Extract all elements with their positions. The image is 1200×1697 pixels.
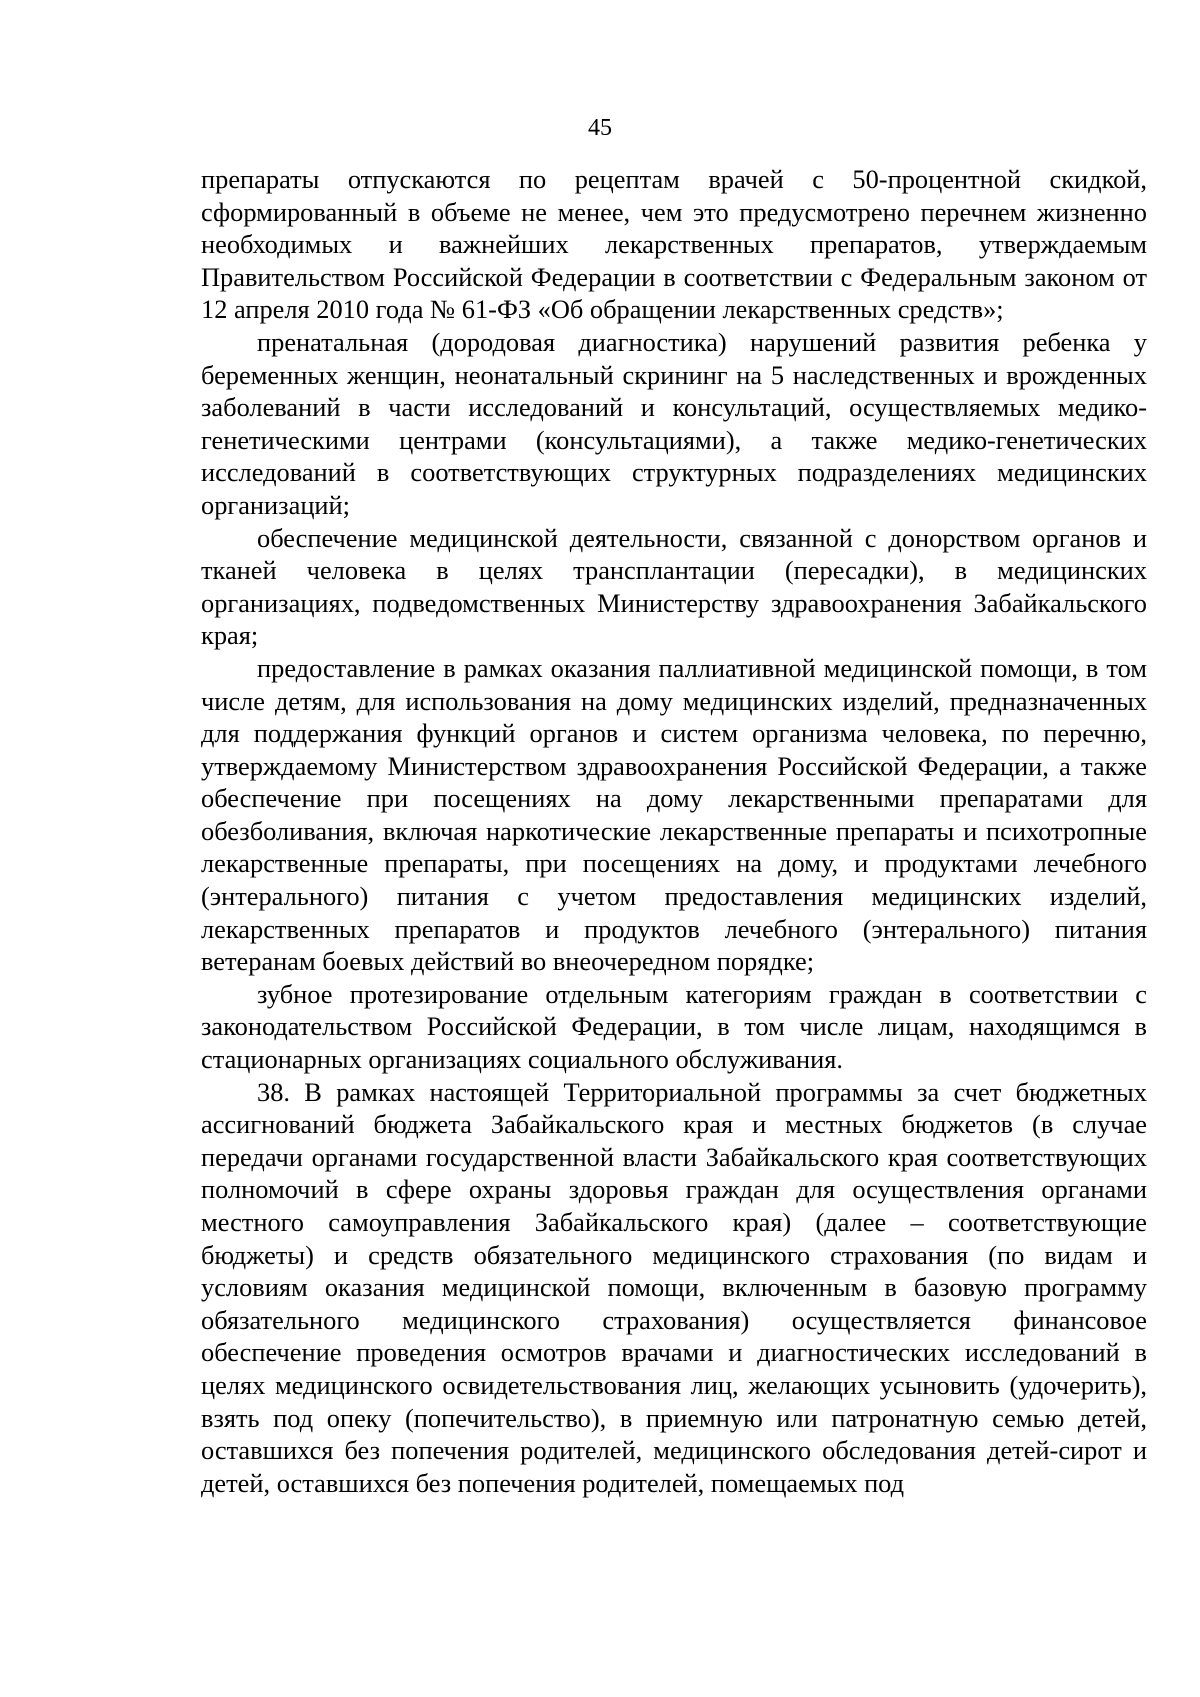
paragraph-dental-prosthetics: зубное протезирование отдельным категориям граждан в соответствии с законодательством Российской Федерации, в том числе лицам, находящимся в стационарных организациях социального обслуживания. [201,978,1147,1075]
paragraph-prenatal-diagnostics: пренатальная (дородовая диагностика) нарушений развития ребенка у беременных женщин, неонатальный скрининг на 5 наследственных и врожденных заболеваний в части исследований и консультаций, осуществляемых медико-генетическими центрами (консультациями), а также медико-генетических исследований в соответствующих структурных подразделениях медицинских организаций; [201,326,1147,520]
page-number: 45 [588,115,612,141]
document-body [201,163,1147,1499]
paragraph-continuation-prescriptions: препараты отпускаются по рецептам врачей с 50-процентной скидкой, сформированный в объеме не менее, чем это предусмотрено перечнем жизненно необходимых и важнейших лекарственных препаратов, утверждаемым Правительством Российской Федерации в соответствии с Федеральным законом от 12 апреля 2010 года № 61-ФЗ «Об обращении лекарственных средств»; [201,164,1147,325]
paragraph-palliative-care: предоставление в рамках оказания паллиативной медицинской помощи, в том числе детям, для использования на дому медицинских изделий, предназначенных для поддержания функций органов и систем организма человека, по перечню, утверждаемому Министерством здравоохранения Российской Федерации, а также обеспечение при посещениях на дому лекарственными препаратами для обезболивания, включая наркотические лекарственные препараты и психотропные лекарственные препараты, при посещениях на дому, и продуктами лечебного (энтерального) питания с учетом предоставления медицинских изделий, лекарственных препаратов и продуктов лечебного (энтерального) питания ветеранам боевых действий во внеочередном порядке; [201,652,1147,977]
paragraph-organ-donation: обеспечение медицинской деятельности, связанной с донорством органов и тканей человека в целях трансплантации (пересадки), в медицинских организациях, подведомственных Министерству здравоохранения Забайкальского края; [201,522,1147,651]
paragraph-item-38: 38. В рамках настоящей Территориальной программы за счет бюджетных ассигнований бюджета Забайкальского края и местных бюджетов (в случае передачи органами государственной власти Забайкальского края соответствующих полномочий в сфере охраны здоровья граждан для осуществления органами местного самоуправления Забайкальского края) (далее – соответствующие бюджеты) и средств обязательного медицинского страхования (по видам и условиям оказания медицинской помощи, включенным в базовую программу обязательного медицинского страхования) осуществляется финансовое обеспечение проведения осмотров врачами и диагностических исследований в целях медицинского освидетельствования лиц, желающих усыновить (удочерить), взять под опеку (попечительство), в приемную или патронатную семью детей, оставшихся без попечения родителей, медицинского обследования детей-сирот и детей, оставшихся без попечения родителей, помещаемых под [201,1076,1147,1498]
